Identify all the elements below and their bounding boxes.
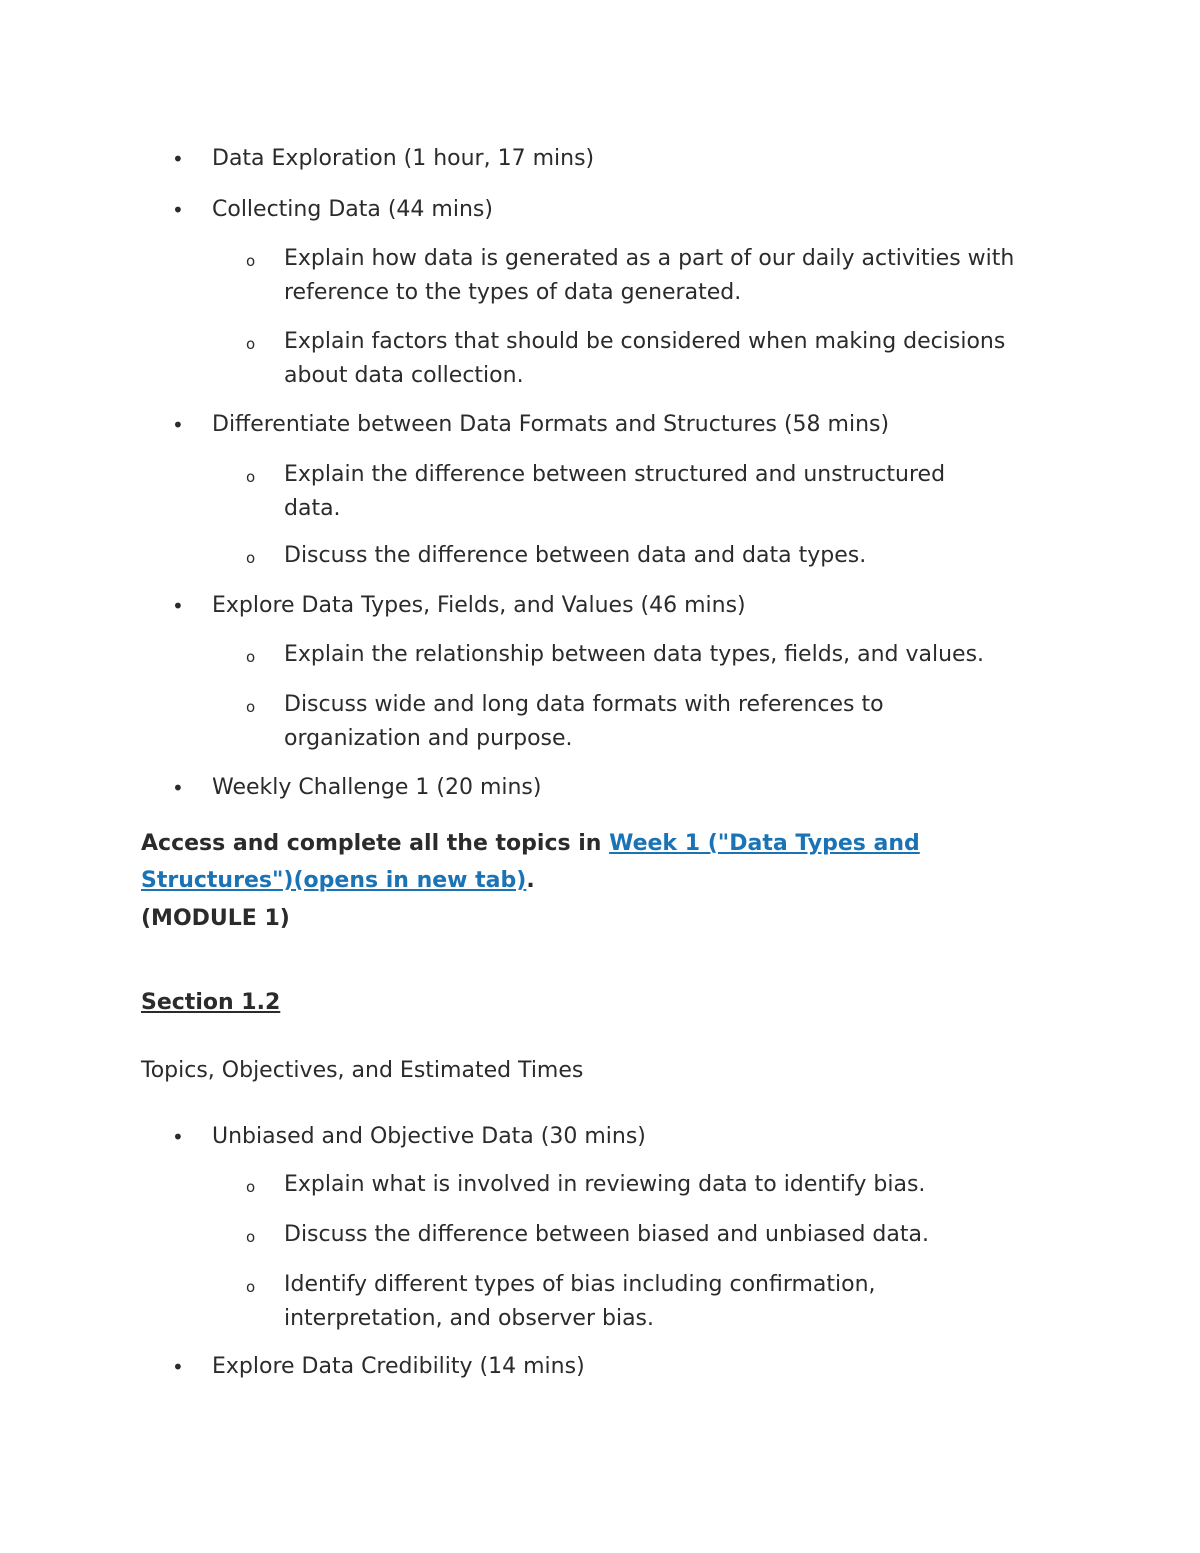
bullet-icon: • — [172, 1125, 184, 1149]
bullet-icon: • — [172, 594, 184, 618]
sub-bullet-icon: o — [246, 1278, 256, 1296]
sub-list-item-text: Discuss the difference between biased and unbiased data. — [284, 1222, 929, 1247]
sub-bullet-icon: o — [246, 335, 256, 353]
sub-list-item — [246, 539, 1084, 573]
sub-list-item — [246, 638, 1084, 672]
bullet-icon: • — [172, 413, 184, 437]
list-item — [172, 1350, 1092, 1384]
list-item — [172, 1120, 1092, 1154]
sub-bullet-icon: o — [246, 1178, 256, 1196]
sub-bullet-icon: o — [246, 549, 256, 567]
sub-list-item-text: Discuss the difference between data and data types. — [284, 543, 867, 568]
list-item-text: Collecting Data (44 mins) — [212, 197, 493, 222]
sub-list-item — [246, 1218, 1084, 1252]
bullet-icon: • — [172, 198, 184, 222]
sub-bullet-icon: o — [246, 468, 256, 486]
list-item-text: Weekly Challenge 1 (20 mins) — [212, 775, 542, 800]
sub-list-item-text: Explain the relationship between data types, fields, and values. — [284, 642, 985, 667]
list-item-text: Explore Data Credibility (14 mins) — [212, 1354, 585, 1379]
bullet-icon: • — [172, 147, 184, 171]
bullet-icon: • — [172, 1355, 184, 1379]
section-subtitle: Topics, Objectives, and Estimated Times — [141, 1058, 584, 1083]
list-item — [172, 142, 1092, 176]
list-item — [172, 589, 1092, 623]
list-item — [172, 193, 1092, 227]
list-item-text: Differentiate between Data Formats and Structures (58 mins) — [212, 412, 890, 437]
sub-bullet-icon: o — [246, 648, 256, 666]
sub-list-item — [246, 325, 1074, 393]
access-instruction — [141, 825, 1001, 899]
access-text: Access and complete all the topics in — [141, 831, 610, 856]
access-suffix: . — [526, 868, 535, 893]
sub-list-item — [246, 1268, 944, 1336]
module-label: (MODULE 1) — [141, 906, 290, 931]
sub-list-item-text: Explain how data is generated as a part of our daily activities with reference to the types of data generated. — [284, 246, 1015, 305]
section-title: Section 1.2 — [141, 990, 281, 1015]
sub-list-item — [246, 688, 964, 756]
sub-list-item-text: Explain what is involved in reviewing data to identify bias. — [284, 1172, 926, 1197]
sub-list-item-text: Explain factors that should be considered when making decisions about data collection. — [284, 329, 1006, 388]
list-item — [172, 771, 1092, 805]
sub-bullet-icon: o — [246, 252, 256, 270]
sub-bullet-icon: o — [246, 1228, 256, 1246]
list-item-text: Unbiased and Objective Data (30 mins) — [212, 1124, 646, 1149]
sub-list-item — [246, 242, 1024, 310]
bullet-icon: • — [172, 776, 184, 800]
list-item-text: Explore Data Types, Fields, and Values (46 mins) — [212, 593, 746, 618]
sub-list-item — [246, 1168, 1084, 1202]
list-item — [172, 408, 1092, 442]
sub-list-item-text: Identify different types of bias including confirmation, interpretation, and observer bias. — [284, 1272, 876, 1331]
week-1-link[interactable]: Week 1 ("Data Types and Structures")(opens in new tab) — [141, 831, 920, 893]
sub-list-item-text: Explain the difference between structured and unstructured data. — [284, 462, 946, 521]
list-item-text: Data Exploration (1 hour, 17 mins) — [212, 146, 595, 171]
sub-list-item-text: Discuss wide and long data formats with references to organization and purpose. — [284, 692, 884, 751]
sub-list-item — [246, 458, 1004, 526]
sub-bullet-icon: o — [246, 698, 256, 716]
